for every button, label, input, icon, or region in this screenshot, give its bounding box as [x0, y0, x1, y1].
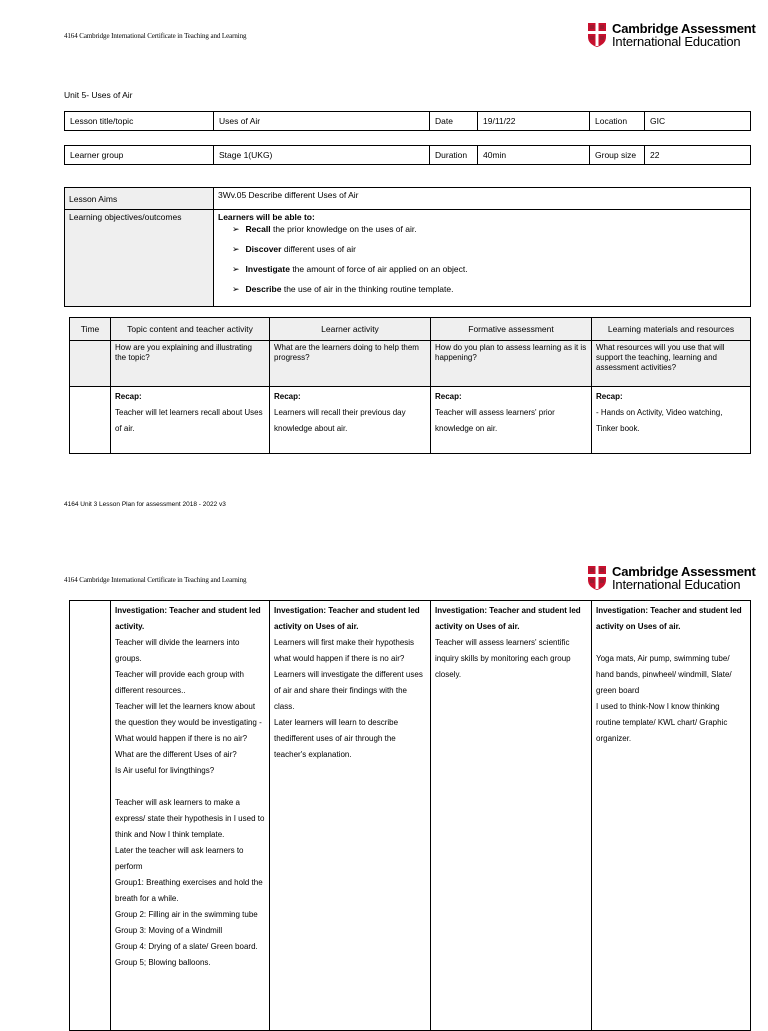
arrow-bullet-icon: ➢ [232, 224, 240, 234]
activity-line: Teacher will assess learners' scientific inquiry skills by monitoring each group closely. [435, 638, 571, 679]
lesson-plan-table-continued [69, 600, 751, 1031]
meta-label: Lesson title/topic [65, 112, 214, 131]
prompt-cell: How are you explaining and illustrating the topic? [111, 341, 270, 387]
unit-title: Unit 5- Uses of Air [64, 90, 133, 100]
meta-value: Stage 1(UKG) [214, 146, 430, 165]
investigation-title: Investigation: Teacher and student led activity. [115, 606, 261, 631]
activity-line: Later the teacher will ask learners to perform [115, 846, 244, 871]
objective-item: ➢ Recall the prior knowledge on the uses of air. [232, 224, 417, 234]
meta-value: GIC [645, 112, 751, 131]
logo-line2: International Education [612, 34, 741, 49]
prompt-cell: What are the learners doing to help them progress? [270, 341, 431, 387]
logo-line1: Cambridge Assessment [612, 564, 756, 579]
meta-label: Duration [430, 146, 478, 165]
investigation-title: Investigation: Teacher and student led activity on Uses of air. [274, 606, 420, 631]
header-certificate: 4164 Cambridge International Certificate in Teaching and Learning [64, 32, 247, 40]
lesson-plan-table [69, 317, 751, 454]
activity-line: Teacher will divide the learners into groups. [115, 638, 240, 663]
meta-label: Location [590, 112, 645, 131]
meta-value: Uses of Air [214, 112, 430, 131]
objectives-list [218, 224, 746, 295]
page-footer: 4164 Unit 3 Lesson Plan for assessment 2018 - 2022 v3 [64, 501, 226, 508]
lesson-aims-label: Lesson Aims [65, 188, 214, 210]
meta-value: 22 [645, 146, 751, 165]
header-certificate: 4164 Cambridge International Certificate in Teaching and Learning [64, 576, 247, 584]
activity-line: I used to think-Now I know thinking routine template/ KWL chart/ Graphic organizer. [596, 702, 728, 743]
lesson-meta-table-2 [64, 145, 751, 165]
activity-line: Group 2: Filling air in the swimming tube [115, 910, 258, 919]
column-header: Learner activity [270, 318, 431, 341]
meta-value: 19/11/22 [478, 112, 590, 131]
resources-cell [592, 601, 751, 1031]
column-header: Formative assessment [431, 318, 592, 341]
activity-line: Learners will first make their hypothesis what would happen if there is no air? [274, 638, 415, 663]
teacher-activity-cell [111, 601, 270, 1031]
recap-cell: Recap: Learners will recall their previous day knowledge about air. [270, 387, 431, 454]
column-header: Time [70, 318, 111, 341]
activity-line: Group 3: Moving of a Windmill [115, 926, 223, 935]
arrow-bullet-icon: ➢ [232, 284, 240, 294]
objectives-intro: Learners will be able to: [218, 212, 315, 222]
time-cell [70, 601, 111, 1031]
assessment-cell [431, 601, 592, 1031]
objective-item: ➢ Describe the use of air in the thinking routine template. [232, 284, 454, 294]
activity-line: Teacher will provide each group with different resources.. [115, 670, 244, 695]
lesson-meta-table-1 [64, 111, 751, 131]
prompt-cell [70, 341, 111, 387]
recap-cell: Recap: Teacher will assess learners' prior knowledge on air. [431, 387, 592, 454]
lesson-aims-value: 3Wv.05 Describe different Uses of Air [214, 188, 751, 210]
meta-label: Group size [590, 146, 645, 165]
cambridge-logo [587, 22, 756, 48]
shield-icon [587, 22, 607, 48]
activity-line: Teacher will ask learners to make a express/ state their hypothesis in I used to think and Now I think template. [115, 798, 265, 839]
time-cell [70, 387, 111, 454]
lesson-aims-table [64, 187, 751, 307]
shield-icon [587, 565, 607, 591]
prompt-cell: How do you plan to assess learning as it is happening? [431, 341, 592, 387]
activity-line: Yoga mats, Air pump, swimming tube/ hand bands, pinwheel/ windmill, Slate/ green board [596, 654, 732, 695]
meta-label: Date [430, 112, 478, 131]
activity-line: Is Air useful for livingthings? [115, 766, 215, 775]
recap-cell: Recap: Teacher will let learners recall about Uses of air. [111, 387, 270, 454]
activity-line: Learners will investigate the different uses of air and share their findings with the class. [274, 670, 423, 711]
logo-line2: International Education [612, 577, 741, 592]
activity-line: Group1: Breathing exercises and hold the breath for a while. [115, 878, 263, 903]
objectives-label: Learning objectives/outcomes [65, 210, 214, 307]
objective-item: ➢ Discover different uses of air [232, 244, 356, 254]
meta-value: 40min [478, 146, 590, 165]
investigation-title: Investigation: Teacher and student led activity on Uses of air. [596, 606, 742, 631]
recap-cell: Recap: - Hands on Activity, Video watching, Tinker book. [592, 387, 751, 454]
column-header: Learning materials and resources [592, 318, 751, 341]
column-header: Topic content and teacher activity [111, 318, 270, 341]
activity-line [596, 635, 746, 651]
activity-line: Teacher will let the learners know about the question they would be investigating - What would happen if there is no air? [115, 702, 262, 743]
logo-line1: Cambridge Assessment [612, 21, 756, 36]
cambridge-logo [587, 565, 756, 591]
arrow-bullet-icon: ➢ [232, 264, 240, 274]
activity-line: What are the different Uses of air? [115, 750, 237, 759]
activity-line [115, 779, 265, 795]
investigation-title: Investigation: Teacher and student led activity on Uses of air. [435, 606, 581, 631]
objective-item: ➢ Investigate the amount of force of air applied on an object. [232, 264, 468, 274]
learner-activity-cell [270, 601, 431, 1031]
prompt-cell: What resources will you use that will support the teaching, learning and assessment activities? [592, 341, 751, 387]
activity-line: Group 4: Drying of a slate/ Green board. [115, 942, 258, 951]
activity-line: Later learners will learn to describe thedifferent uses of air through the teacher's explanation. [274, 718, 399, 759]
meta-label: Learner group [65, 146, 214, 165]
activity-line: Group 5; Blowing balloons. [115, 958, 211, 967]
arrow-bullet-icon: ➢ [232, 244, 240, 254]
